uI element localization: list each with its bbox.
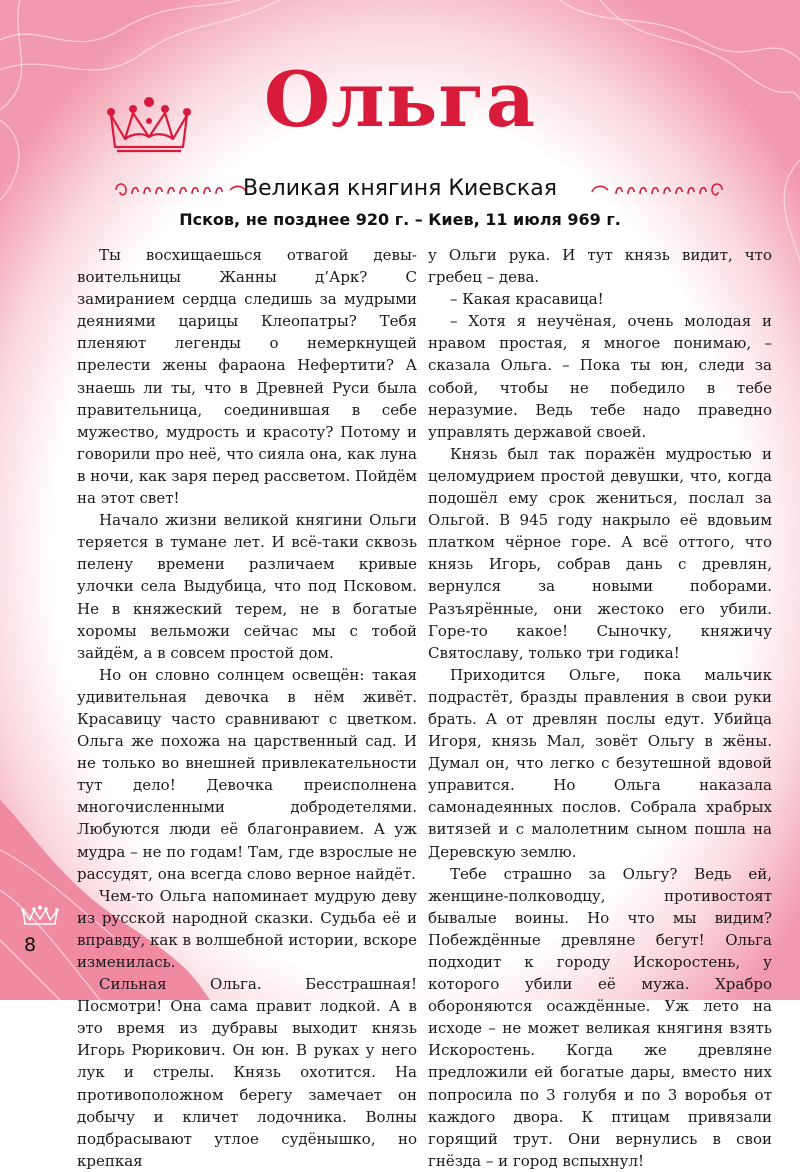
paragraph: у Ольги рука. И тут князь видит, что гребец – дева. xyxy=(428,246,772,287)
subtitle-row xyxy=(0,174,800,206)
paragraph: Приходится Ольге, пока мальчик подрастёт, бразды правления в свои руки брать. А от древлян послы едут. Убийца Игоря, князь Мал, зовёт Ольгу в жёны. Думал он, что легко с безутешной вдовой управится. Но Ольга наказала самонадеянных послов. Собрала храбрых витязей и с малолетним сыном пошла на Деревскую землю. xyxy=(428,665,772,861)
paragraph: Начало жизни великой княгини Ольги теряется в тумане лет. И всё-таки сквозь пелену времени различаем кривые улочки села Выдубица, что под Псковом. Не в княжеский терем, не в богатые хоромы вельможи сейчас мы с тобой зайдём, а в совсем простой дом. xyxy=(77,511,417,662)
paragraph: – Какая красавица! xyxy=(450,290,604,309)
paragraph: Но он словно солнцем освещён: такая удивительная девочка в нём живёт. Красавицу часто сравнивают с цветком. Ольга же похожа на царственный сад. И не только во внешней привлекательности тут дело! Девочка преисполнена многочисленными добродетелями. Любуются люди её благонравием. А уж мудра – не по годам! Там, где взрослые не рассудят, она всегда слово верное найдёт. xyxy=(77,665,417,883)
paragraph: Тебе страшно за Ольгу? Ведь ей, женщине-полководцу, противостоят бывалые воины. Но что мы видим? Побеждённые древляне бегут! Ольга подходит к городу Искоростень, у которого убили её мужа. Храбро обороняются осаждённые. Уж лето на исходе – не может великая княгиня взять Искоростень. Когда же древляне предложили ей богатые дары, вместо них попросила по 3 голубя и по 3 воробья от каждого двора. К птицам привязали горящий трут. Они вернулись в свои гнёзда – и город вспыхнул! xyxy=(428,864,772,1170)
right-column xyxy=(428,244,772,1172)
left-column xyxy=(77,244,417,1172)
paragraph: Сильная Ольга. Бесстрашная! Посмотри! Она сама правит лодкой. А в это время из дубравы выходит князь Игорь Рюрикович. Он юн. В руках у него лук и стрелы. Князь охотится. На противоположном берегу замечает он добычу и кличет лодочника. Волны подбрасывают утлое судёнышко, но крепкая xyxy=(77,975,417,1170)
paragraph: Князь был так поражён мудростью и целомудрием простой девушки, что, когда подошёл ему срок жениться, послал за Ольгой. В 945 году накрыло её вдовьим платком чёрное горе. А всё оттого, что князь Игорь, собрав дань с древлян, вернулся за новыми поборами. Разъярённые, они жестоко его убили. Горе-то какое! Сыночку, княжичу Святославу, только три годика! xyxy=(428,444,772,662)
subtitle: Великая княгиня Киевская xyxy=(243,176,557,201)
paragraph: – Хотя я неучёная, очень молодая и нравом простая, я многое понимаю, – сказала Ольга. – Пока ты юн, следи за собой, чтобы не победило в тебе неразумие. Ведь тебе надо праведно управлять державой своей. xyxy=(428,312,772,441)
right-flourish-icon xyxy=(588,180,726,200)
paragraph: Ты восхищаешься отвагой девы-воительницы Жанны д’Арк? С замиранием сердца следишь за мудрыми деяниями царицы Клеопатры? Тебя пленяют легенды о немеркнущей прелести жены фараона Нефертити? А знаешь ли ты, что в Древней Руси была правительница, соединившая в себе мужество, мудрость и красоту? Потому и говорили про неё, что сияла она, как луна в ночи, как заря перед рассветом. Пойдём на этот свет! xyxy=(77,246,417,508)
crown-icon xyxy=(103,93,195,159)
small-crown-icon xyxy=(20,905,60,927)
life-dates: Псков, не позднее 920 г. – Киев, 11 июля 969 г. xyxy=(179,210,621,229)
page-title: Ольга xyxy=(263,55,537,144)
paragraph: Чем-то Ольга напоминает мудрую деву из русской народной сказки. Судьба её и вправду, как в волшебной истории, вскоре изменилась. xyxy=(77,886,417,971)
page-number: 8 xyxy=(24,934,37,956)
